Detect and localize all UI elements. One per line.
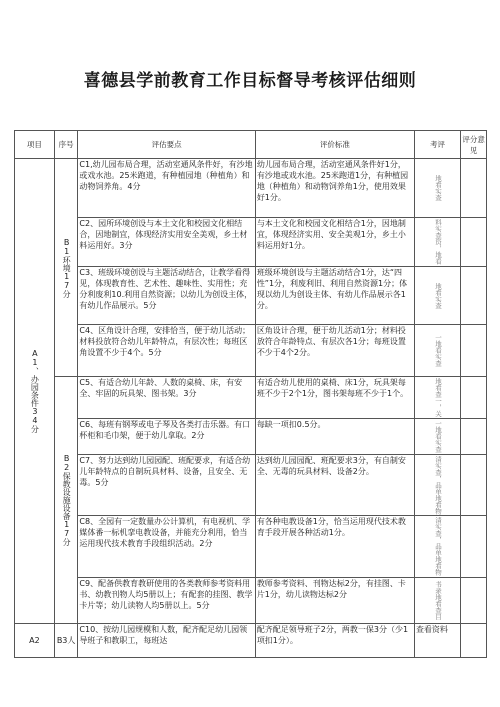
score-cell [461,419,487,455]
table-row [15,377,487,419]
standard-cell: 有各种电教设备1分，恰当运用现代技术教育手段开展各种活动1分。 [255,516,414,578]
table-row [15,577,487,623]
score-cell [461,267,487,325]
standard-cell: 配齐配足领导班子2分，两教一保3分（少1项扣1分）。 [255,623,414,657]
point-cell: C1,幼儿园布局合理，活动室通风条件好，有沙地或戏水池。25米跑道，有种植园地（种植角）和动物饲养角。4分 [78,159,255,218]
point-cell: C5、有适合幼儿年龄、人数的桌椅、床，有安全、牢固的玩具架、图书架。3分 [78,377,255,419]
score-cell [461,377,487,419]
standard-cell: 班级环境创设与主题活动结合1分，达“四性”1分，利废利旧、利用自然资源1分；体现以幼儿为创设主体、有幼儿作品展示各1分。 [255,267,414,325]
eval-cell: 书录地看查目 [414,577,460,623]
header-item: 项目 [15,131,55,159]
group-b1: B1环境17分 [54,159,78,377]
table-row [15,267,487,325]
score-cell [461,577,487,623]
group-b2: B2保教设施设备17分 [54,377,78,624]
table-row [15,159,487,218]
standard-cell: 幼儿园布局合理，活动室通风条件好1分，有沙地或戏水池。25米跑道1分，有种植园地（种植角）和动物饲养角1分，使用效果好1分。 [255,159,414,218]
standard-cell: 与本土文化和校园文化相结合1分，因地制宜，体现经济实用、安全美观1分，乡土小料运用好1分。 [255,218,414,267]
header-eval: 考评 [414,131,460,159]
eval-cell: 地看实查 [414,267,460,325]
point-cell: C10、按幼儿园规模和人数，配齐配足幼儿园领导班子和教职工，每班达 [78,623,255,657]
standard-cell: 区角设计合理，便于幼儿活动1分；材料投放符合年龄特点、有层次各1分；每班设置不少于4个2分。 [255,325,414,377]
table-row [15,218,487,267]
score-cell [461,325,487,377]
point-cell: C3、班级环境创设与主题活动结合，让教学看得见，体现教育性、艺术性、趣味性、实用性；充分利废利10.利用自然资源；以幼儿为创设主体，有幼儿作品展示。5分 [78,267,255,325]
header-points: 评估要点 [78,131,255,159]
score-cell [461,159,487,218]
header-row [15,131,487,159]
header-num: 序号 [54,131,78,159]
header-score: 评分意见 [461,131,487,159]
eval-cell: 查看资料 [414,623,460,657]
table-row [15,454,487,516]
eval-cell: 一地看实查 [414,419,460,455]
point-cell: C9、配备供教育教研使用的各类教师参考资料用书、幼教刊物人均5册以上；有配套的挂图、教学卡片等；幼儿读物人均5册以上。5分 [78,577,255,623]
standard-cell: 每缺一项扣0.5分。 [255,419,414,455]
standard-cell: 达到幼儿园园配、班配要求3分，有自制安全、无毒的玩具材料、设备2分。 [255,454,414,516]
eval-cell: 地看查一，关 [414,377,460,419]
table-row [15,623,487,657]
header-standard: 评价标准 [255,131,414,159]
evaluation-table [14,130,487,658]
score-cell [461,516,487,578]
eval-cell: 清实查，品单地看物 [414,454,460,516]
table-row [15,325,487,377]
eval-cell: 一地看实查 [414,325,460,377]
eval-cell: 地看实查 [414,159,460,218]
score-cell [461,454,487,516]
group-a2: A2 [15,623,55,657]
standard-cell: 有适合幼儿使用的桌椅、床1分，玩具架每班不少于2个1分，图书架每班不少于1个。 [255,377,414,419]
eval-cell: 清实查，品单地看物 [414,516,460,578]
group-a1: A1、办园条件34分 [15,159,55,624]
point-cell: C2、园所环境创设与本土文化和校园文化相结合，因地制宜，体现经济实用安全美观，乡土材料运用好。3分 [78,218,255,267]
point-cell: C7、努力达到幼儿园园配、班配要求，有适合幼儿年龄特点的自制玩具材料、设备，且安全、无毒。5分 [78,454,255,516]
score-cell [461,623,487,657]
standard-cell: 教师参考资料、刊物达标2分，有挂图、卡片1分，幼儿读物达标2分 [255,577,414,623]
point-cell: C4、区角设计合理，安排恰当，便于幼儿活动；材料投放符合幼儿年龄特点，有层次性；每班区角设置不少于4个。5分 [78,325,255,377]
score-cell [461,218,487,267]
page-title: 喜德县学前教育工作目标督导考核评估细则 [83,71,417,91]
eval-cell: 料实查资，地看 [414,218,460,267]
table-row [15,419,487,455]
point-cell: C8、全园有一定数量办公计算机，有电视机、学媒体番一标机挛电教设备，并能充分利用，恰当运用现代技术教育手段组织活动。2分 [78,516,255,578]
point-cell: C6、每班有钢琴或电子琴及各类打击乐器。有口杯柜和毛巾架，便于幼儿拿取。2分 [78,419,255,455]
group-b3: B3人 [54,623,78,657]
table-row [15,516,487,578]
